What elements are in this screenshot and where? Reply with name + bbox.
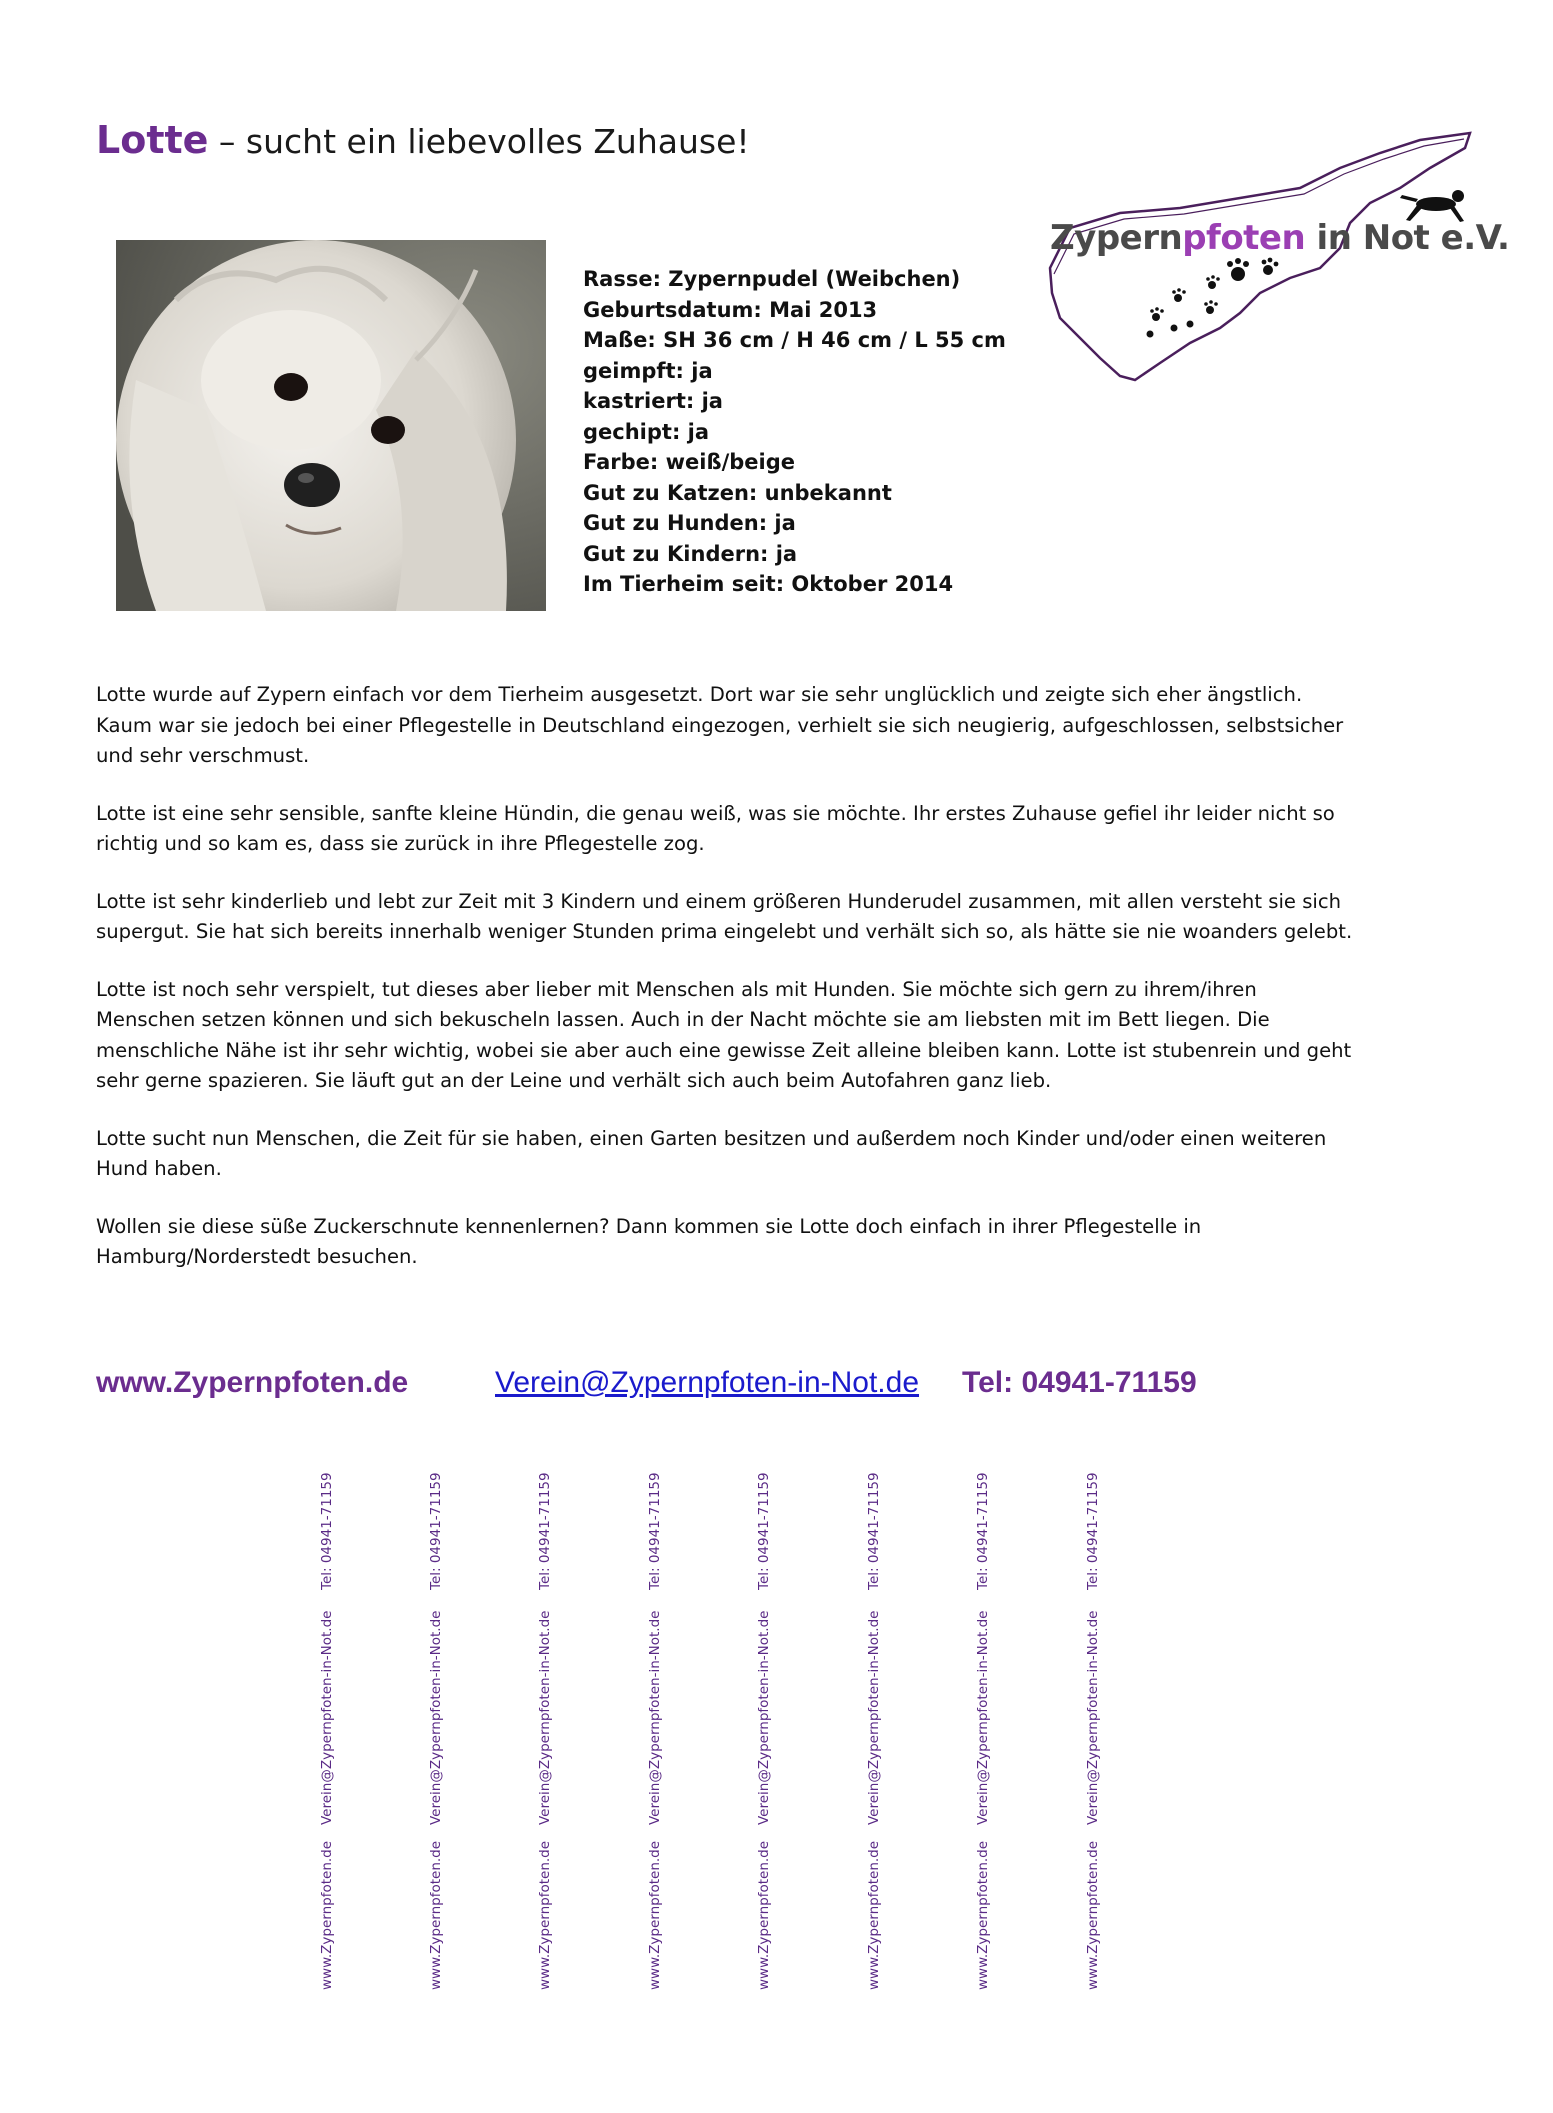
dog-photo-image <box>116 240 546 611</box>
paw-prints-icon <box>1147 258 1279 338</box>
tearoff-web: www.Zypernpfoten.de <box>428 1840 444 1990</box>
tearoff-strip[interactable] <box>640 1460 670 1990</box>
tearoff-tel: Tel: 04941-71159 <box>647 1472 663 1590</box>
tearoff-web: www.Zypernpfoten.de <box>647 1840 663 1990</box>
paragraph: Lotte sucht nun Menschen, die Zeit für sie haben, einen Garten besitzen und außerdem noch Kinder und/oder einen weiteren Hund haben. <box>96 1126 1327 1180</box>
fact-good-with-dogs: Gut zu Hunden: ja <box>583 511 796 535</box>
paragraph: Wollen sie diese süße Zuckerschnute kennenlernen? Dann kommen sie Lotte doch einfach in ihrer Pflegestelle in Hamburg/Norderstedt besuchen. <box>96 1214 1202 1268</box>
tearoff-strip[interactable] <box>421 1460 451 1990</box>
fact-vaccinated: geimpft: ja <box>583 358 713 383</box>
tearoff-web: www.Zypernpfoten.de <box>1085 1840 1101 1990</box>
tearoff-email: Verein@Zypernpfoten-in-Not.de <box>756 1610 772 1825</box>
tearoff-strip[interactable] <box>749 1460 779 1990</box>
page-title <box>96 118 750 162</box>
tearoff-email: Verein@Zypernpfoten-in-Not.de <box>319 1610 335 1825</box>
tearoff-tel: Tel: 04941-71159 <box>537 1472 553 1590</box>
phone-number: Tel: 04941-71159 <box>962 1366 1197 1399</box>
tearoff-email: Verein@Zypernpfoten-in-Not.de <box>1085 1610 1101 1825</box>
fact-measurements: Maße: SH 36 cm / H 46 cm / L 55 cm <box>583 328 1006 352</box>
contact-line <box>96 1366 1396 1410</box>
tearoff-strip[interactable] <box>1078 1460 1108 1990</box>
fact-list <box>583 264 1006 600</box>
fact-neutered: kastriert: ja <box>583 389 723 413</box>
paragraph: Lotte wurde auf Zypern einfach vor dem Tierheim ausgesetzt. Dort war sie sehr unglücklich und zeigte sich eher ängstlich. Kaum war sie jedoch bei einer Pflegestelle in Deutschland eingezogen, verhielt sie sich neugierig, aufgeschlossen, selbstsicher und sehr verschmust. <box>96 683 1344 767</box>
tearoff-strips <box>0 1460 1553 2000</box>
logo-text: Zypernpfoten in Not e.V. <box>1050 218 1510 258</box>
tearoff-email: Verein@Zypernpfoten-in-Not.de <box>647 1610 663 1825</box>
tearoff-strip[interactable] <box>530 1460 560 1990</box>
fact-good-with-kids: Gut zu Kindern: ja <box>583 541 798 566</box>
tearoff-email: Verein@Zypernpfoten-in-Not.de <box>866 1610 882 1825</box>
tearoff-tel: Tel: 04941-71159 <box>756 1472 772 1590</box>
title-tagline: – sucht ein liebevolles Zuhause! <box>208 122 750 161</box>
tearoff-web: www.Zypernpfoten.de <box>537 1840 553 1990</box>
tearoff-email: Verein@Zypernpfoten-in-Not.de <box>975 1610 991 1825</box>
fact-color: Farbe: weiß/beige <box>583 450 795 474</box>
description <box>96 680 1356 1300</box>
tearoff-strip[interactable] <box>859 1460 889 1990</box>
fact-shelter-since: Im Tierheim seit: Oktober 2014 <box>583 572 954 596</box>
tearoff-email: Verein@Zypernpfoten-in-Not.de <box>537 1610 553 1825</box>
fact-breed: Rasse: Zypernpudel (Weibchen) <box>583 267 961 291</box>
dog-photo <box>116 240 546 611</box>
paragraph: Lotte ist noch sehr verspielt, tut dieses aber lieber mit Menschen als mit Hunden. Sie möchte sich gern zu ihrem/ihren Menschen setzen können und sich bekuscheln lassen. Auch in der Nacht möchte sie am liebsten mit im Bett liegen. Die menschliche Nähe ist ihr sehr wichtig, wobei sie aber auch eine gewisse Zeit alleine bleiben kann. Lotte ist stubenrein und geht sehr gerne spazieren. Sie läuft gut an der Leine und verhält sich auch beim Autofahren ganz lieb. <box>96 977 1352 1092</box>
tearoff-strip[interactable] <box>968 1460 998 1990</box>
email-link[interactable]: Verein@Zypernpfoten-in-Not.de <box>495 1366 920 1399</box>
dog-name: Lotte <box>96 118 209 162</box>
cyprus-outline-icon <box>1040 128 1480 396</box>
paragraph: Lotte ist eine sehr sensible, sanfte kleine Hündin, die genau weiß, was sie möchte. Ihr erstes Zuhause gefiel ihr leider nicht so richtig und so kam es, dass sie zurück in ihre Pflegestelle zog. <box>96 801 1335 855</box>
fact-good-with-cats: Gut zu Katzen: unbekannt <box>583 480 892 505</box>
tearoff-email: Verein@Zypernpfoten-in-Not.de <box>428 1610 444 1825</box>
tearoff-tel: Tel: 04941-71159 <box>319 1472 335 1590</box>
paragraph: Lotte ist sehr kinderlieb und lebt zur Zeit mit 3 Kindern und einem größeren Hunderudel zusammen, mit allen versteht sie sich supergut. Sie hat sich bereits innerhalb weniger Stunden prima eingelebt und verhält sich so, als hätte sie nie woanders gelebt. <box>96 889 1353 943</box>
tearoff-web: www.Zypernpfoten.de <box>866 1840 882 1990</box>
tearoff-tel: Tel: 04941-71159 <box>866 1472 882 1590</box>
tearoff-strip[interactable] <box>312 1460 342 1990</box>
tearoff-tel: Tel: 04941-71159 <box>1085 1472 1101 1590</box>
tearoff-web: www.Zypernpfoten.de <box>319 1840 335 1990</box>
tearoff-web: www.Zypernpfoten.de <box>756 1840 772 1990</box>
fact-chipped: gechipt: ja <box>583 419 710 444</box>
tearoff-web: www.Zypernpfoten.de <box>975 1840 991 1990</box>
website-link[interactable]: www.Zypernpfoten.de <box>96 1366 409 1399</box>
fact-birthdate: Geburtsdatum: Mai 2013 <box>583 297 878 322</box>
tearoff-tel: Tel: 04941-71159 <box>428 1472 444 1590</box>
tearoff-tel: Tel: 04941-71159 <box>975 1472 991 1590</box>
